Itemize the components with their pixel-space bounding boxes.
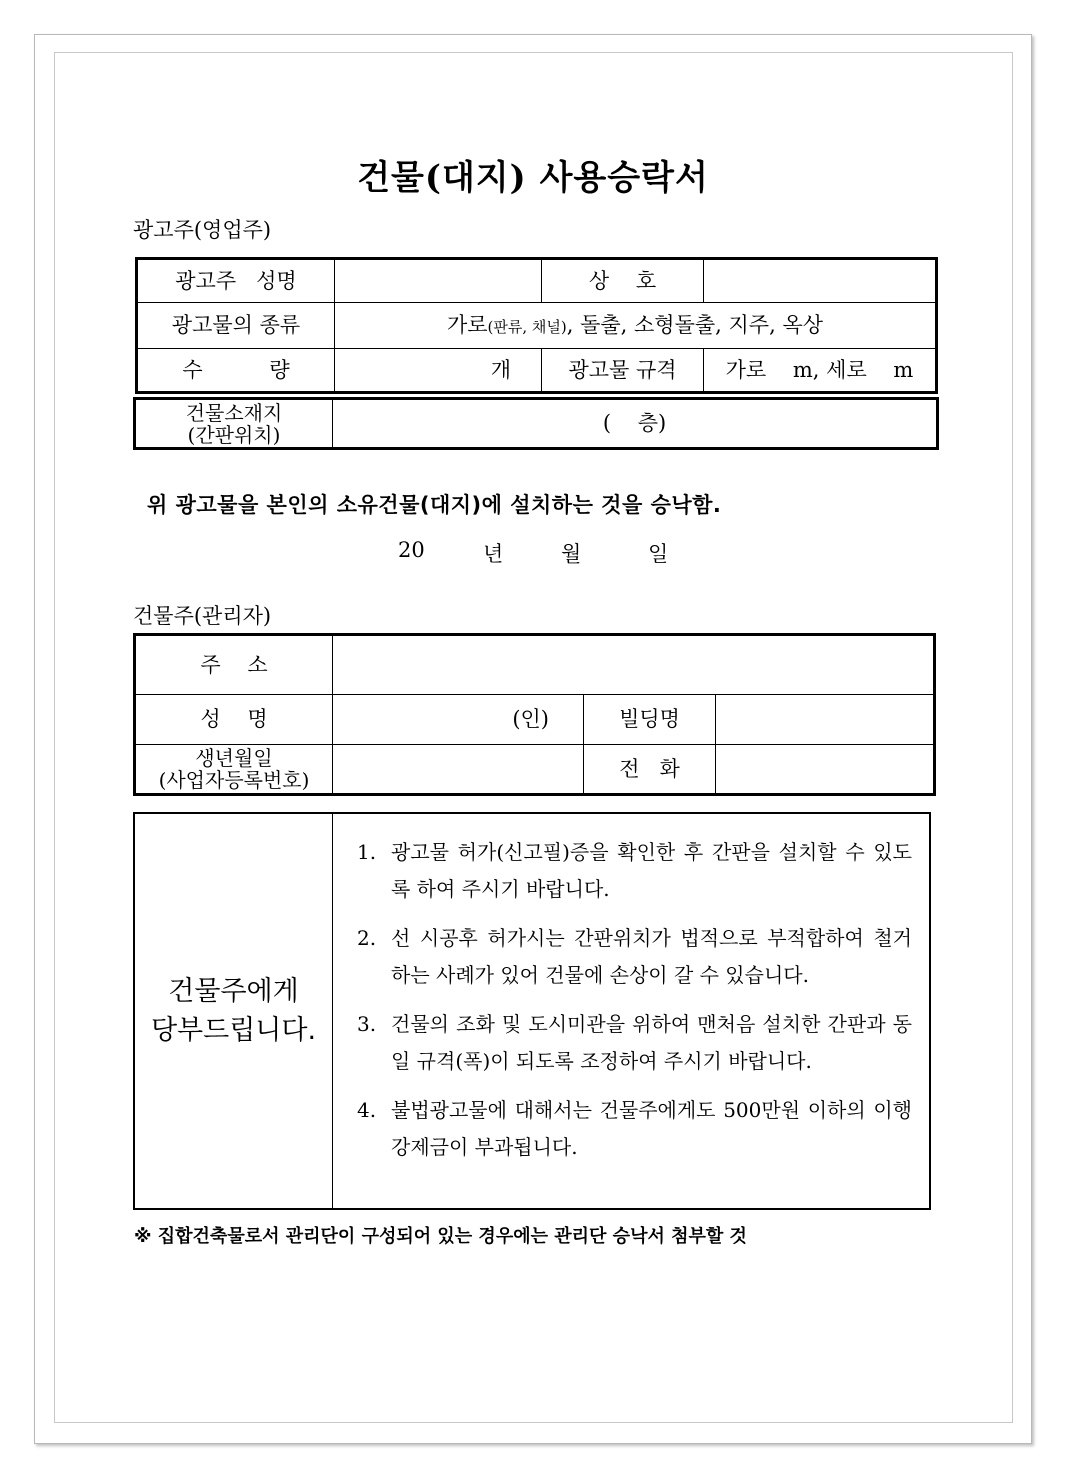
advertiser-table — [135, 257, 938, 394]
ad-type-label: 광고물의 종류 — [137, 303, 335, 349]
notice-heading-line1: 건물주에게 — [168, 975, 299, 1007]
notice-heading-line2: 당부드립니다. — [150, 1015, 317, 1046]
notice-heading — [135, 814, 333, 1208]
location-label-line2: (간판위치) — [187, 422, 281, 447]
address-label: 주 소 — [135, 635, 333, 695]
owner-table — [133, 633, 936, 796]
advertiser-name-label: 광고주 성명 — [137, 259, 335, 303]
ad-type-small: (판류, 채널) — [487, 318, 567, 337]
document-title: 건물(대지) 사용승락서 — [357, 158, 709, 198]
quantity-unit: 개 — [490, 357, 511, 382]
notice-item-text: 건물의 조화 및 도시미관을 위하여 맨처음 설치한 간판과 동일 규격(폭)이 되도록 조정하여 주시기 바랍니다. — [391, 1012, 912, 1073]
notice-item — [357, 920, 912, 994]
notice-item — [357, 1092, 912, 1166]
location-label — [135, 399, 333, 449]
notice-item-text: 선 시공후 허가시는 간판위치가 법적으로 부적합하여 철거하는 사례가 있어 건물에 손상이 갈 수 있습니다. — [391, 926, 912, 987]
notice-list — [357, 834, 912, 1178]
location-label-line1: 건물소재지 — [185, 400, 283, 425]
quantity-label: 수 량 — [137, 349, 335, 393]
advertiser-section-label: 광고주(영업주) — [133, 218, 272, 242]
birth-field[interactable] — [333, 745, 584, 795]
phone-label: 전 화 — [584, 745, 716, 795]
notice-item — [357, 1006, 912, 1080]
quantity-field[interactable] — [335, 349, 542, 393]
building-name-label: 빌딩명 — [584, 695, 716, 745]
ad-size-field[interactable]: 가로 m, 세로 m — [704, 349, 937, 393]
ad-type-rest: , 돌출, 소형돌출, 지주, 옥상 — [566, 313, 824, 338]
birth-label-line1: 생년월일 — [195, 746, 273, 770]
notice-item — [357, 834, 912, 908]
trade-name-label: 상 호 — [542, 259, 704, 303]
location-table — [133, 397, 939, 450]
advertiser-name-field[interactable] — [335, 259, 542, 303]
address-field[interactable] — [333, 635, 935, 695]
ad-type-prefix: 가로 — [446, 313, 488, 338]
trade-name-field[interactable] — [704, 259, 937, 303]
owner-name-label: 성 명 — [135, 695, 333, 745]
birth-label-line2: (사업자등록번호) — [158, 768, 310, 792]
date-year: 년 — [483, 542, 504, 566]
date-year-prefix: 20 — [398, 538, 425, 562]
notice-item-number: 2. — [357, 926, 377, 950]
ad-size-label: 광고물 규격 — [542, 349, 704, 393]
date-day: 일 — [648, 542, 669, 566]
date-month: 월 — [561, 542, 582, 566]
owner-name-field[interactable] — [333, 695, 584, 745]
owner-section-label: 건물주(관리자) — [133, 604, 272, 628]
notice-item-text: 불법광고물에 대해서는 건물주에게도 500만원 이하의 이행강제금이 부과됩니다. — [391, 1098, 912, 1159]
footnote: ※ 집합건축물로서 관리단이 구성되어 있는 경우에는 관리단 승낙서 첨부할 것 — [134, 1226, 747, 1247]
notice-item-number: 4. — [357, 1098, 377, 1122]
notice-box — [133, 812, 931, 1210]
seal-mark: (인) — [512, 707, 549, 732]
notice-item-number: 3. — [357, 1012, 377, 1036]
notice-item-number: 1. — [357, 840, 377, 864]
consent-statement: 위 광고물을 본인의 소유건물(대지)에 설치하는 것을 승낙함. — [147, 493, 722, 517]
phone-field[interactable] — [716, 745, 935, 795]
birth-label — [135, 745, 333, 795]
building-name-field[interactable] — [716, 695, 935, 745]
location-field[interactable]: ( 층) — [333, 399, 938, 449]
ad-type-options[interactable] — [335, 303, 937, 349]
notice-item-text: 광고물 허가(신고필)증을 확인한 후 간판을 설치할 수 있도록 하여 주시기 바랍니다. — [391, 840, 912, 901]
